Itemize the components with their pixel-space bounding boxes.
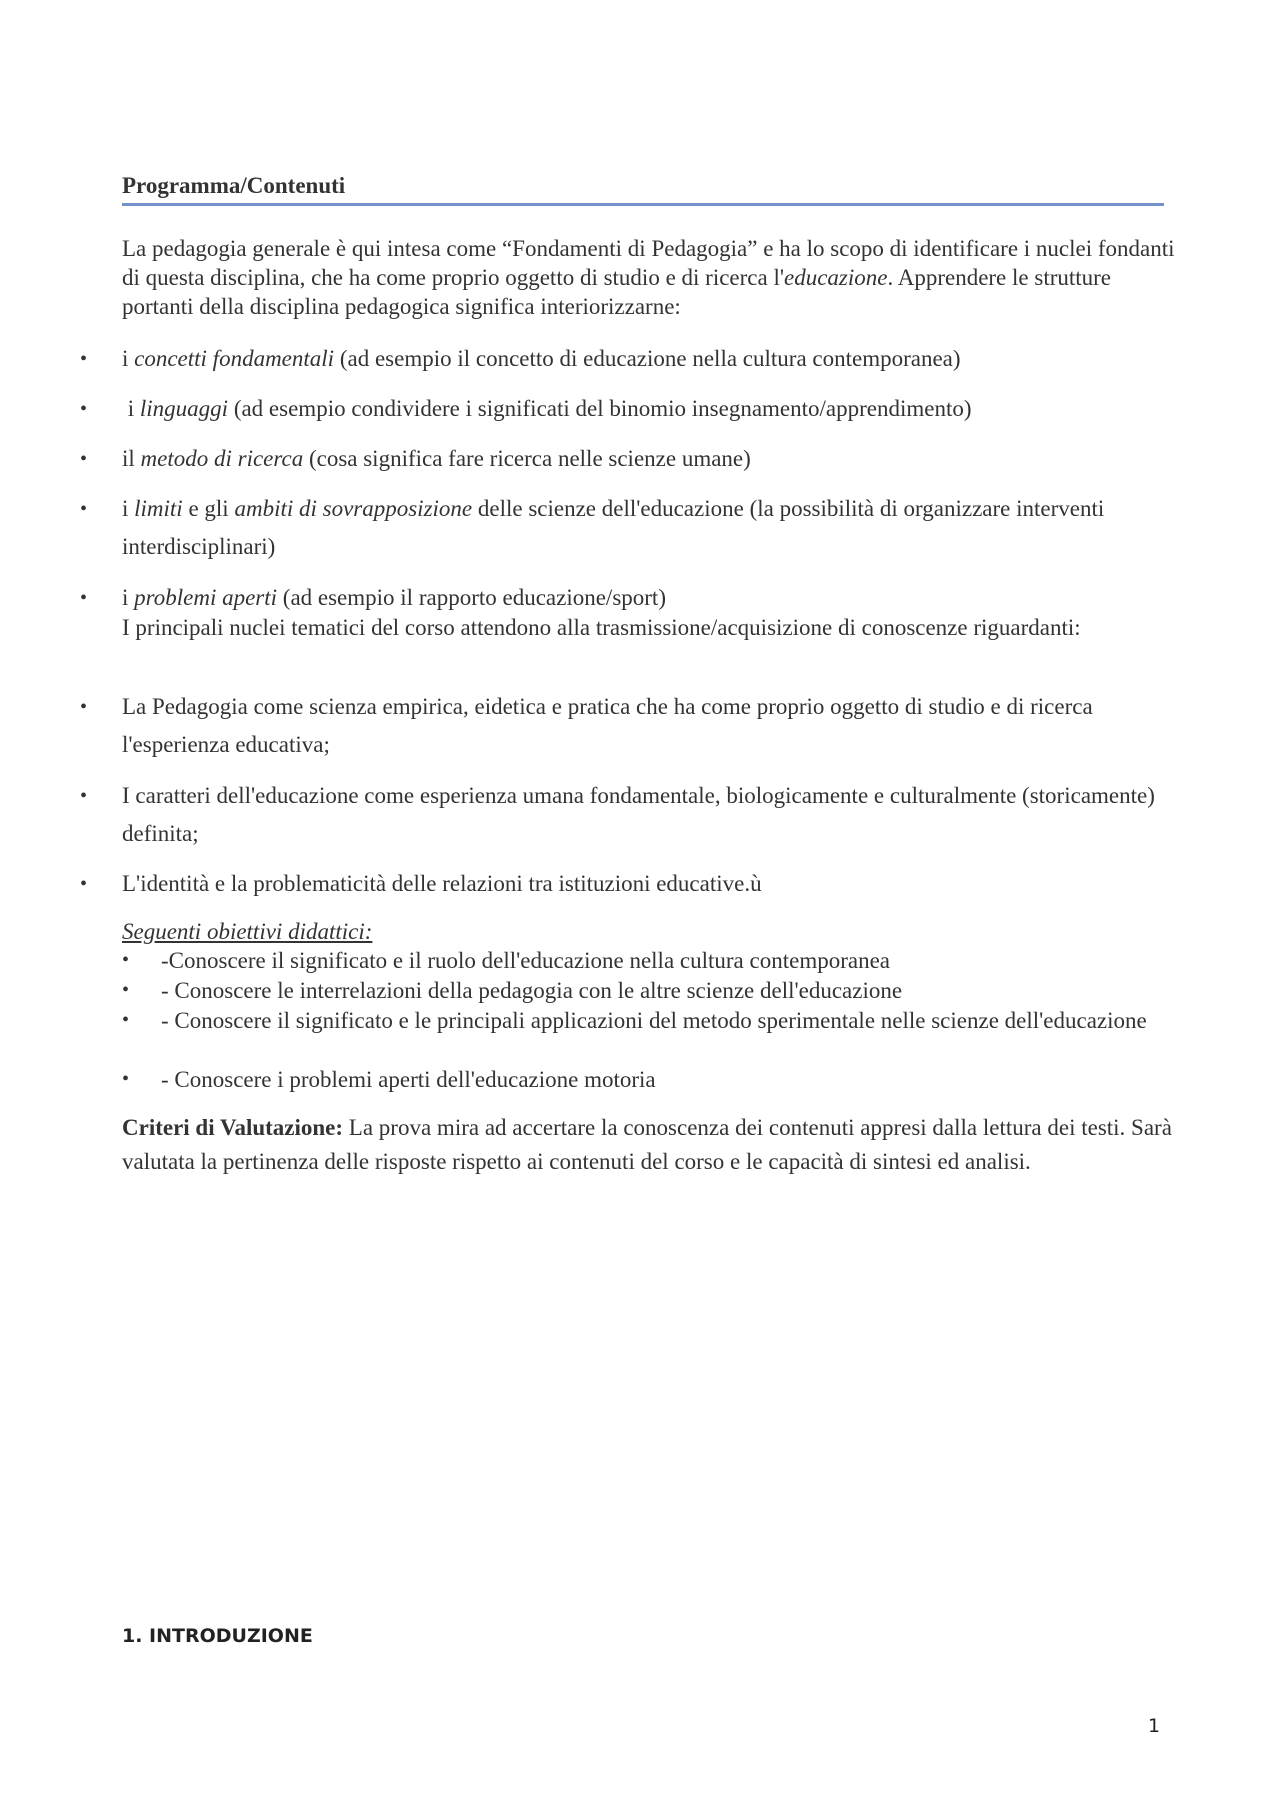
bullet-marker: • xyxy=(122,1009,130,1031)
list-item-text: - Conoscere il significato e le principali applicazioni del metodo sperimentale nelle scienze dell'educazione xyxy=(161,1008,1147,1033)
intro-text-2: . Apprendere le strutture portanti della disciplina pedagogica significa interiorizzarne: xyxy=(122,265,1112,319)
text-emphasis: problemi aperti xyxy=(134,585,278,610)
text-run: i xyxy=(122,585,135,610)
bullet-marker: • xyxy=(80,348,88,370)
bullet-marker: • xyxy=(80,498,88,520)
text-emphasis: metodo di ricerca xyxy=(140,446,304,471)
bullet-marker: • xyxy=(80,448,88,470)
text-emphasis: limiti xyxy=(134,496,183,521)
list-item-text: L'identità e la problematicità delle relazioni tra istituzioni educative.ù xyxy=(122,871,762,896)
bullet-marker: • xyxy=(80,696,88,718)
text-emphasis: concetti fondamentali xyxy=(134,346,335,371)
list-item-text xyxy=(122,440,1172,478)
criteria-label: Criteri di Valutazione: xyxy=(122,1115,344,1140)
list-item-text: La Pedagogia come scienza empirica, eidetica e pratica che ha come proprio oggetto di studio e di ricerca l'esperienza educativa; xyxy=(122,694,1093,757)
list-item-text: - Conoscere le interrelazioni della pedagogia con le altre scienze dell'educazione xyxy=(161,978,903,1003)
bullet-marker: • xyxy=(80,873,88,895)
bullet-marker: • xyxy=(122,1068,130,1090)
text-run: (ad esempio il rapporto educazione/sport) xyxy=(277,585,666,610)
list-item-text xyxy=(122,390,1172,428)
text-emphasis: linguaggi xyxy=(139,396,229,421)
bullet-marker: • xyxy=(80,398,88,420)
text-run: (ad esempio condividere i significati del binomio insegnamento/apprendimento) xyxy=(228,396,972,421)
bullet-marker: • xyxy=(122,949,130,971)
text-run: il xyxy=(122,446,141,471)
text-run: i xyxy=(122,396,140,421)
objectives-title: Seguenti obiettivi didattici: xyxy=(122,919,373,944)
chapter-heading: 1. INTRODUZIONE xyxy=(122,1625,313,1647)
bullet-marker: • xyxy=(80,785,88,807)
list-item-text: I caratteri dell'educazione come esperienza umana fondamentale, biologicamente e culturalmente (storicamente) definita; xyxy=(122,783,1155,846)
criteria-text: La prova mira ad accertare la conoscenza dei contenuti appresi dalla lettura dei testi. Sarà valutata la pertinenza delle risposte rispetto ai contenuti del corso e le capacità di sintesi ed analisi. xyxy=(122,1115,1172,1174)
text-emphasis: ambiti di sovrapposizione xyxy=(234,496,473,521)
evaluation-criteria xyxy=(122,1111,1182,1179)
intro-paragraph xyxy=(122,234,1182,321)
text-run: i xyxy=(122,346,135,371)
list-item-text xyxy=(122,490,1172,566)
intro-emphasis: educazione xyxy=(784,265,888,290)
bullet-marker: • xyxy=(122,979,130,1001)
list-item-text xyxy=(122,579,1172,642)
text-run: delle scienze dell'educazione (la possibilità di organizzare interventi interdisciplinari) xyxy=(122,496,1105,559)
continuation-paragraph: I principali nuclei tematici del corso attendono alla trasmissione/acquisizione di conoscenze riguardanti: xyxy=(122,615,1081,640)
section-title: Programma/Contenuti xyxy=(122,172,1164,206)
text-run: i xyxy=(122,496,135,521)
text-run: (ad esempio il concetto di educazione nella cultura contemporanea) xyxy=(334,346,961,371)
text-run: e gli xyxy=(182,496,235,521)
intro-text-1: La pedagogia generale è qui intesa come “Fondamenti di Pedagogia” e ha lo scopo di identificare i nuclei fondanti di questa disciplina, che ha come proprio oggetto di studio e di ricerca l' xyxy=(122,236,1175,290)
list-item-text xyxy=(122,340,1172,378)
list-item-text: -Conoscere il significato e il ruolo dell'educazione nella cultura contemporanea xyxy=(161,948,890,973)
page-number: 1 xyxy=(1148,1715,1161,1737)
bullet-marker: • xyxy=(80,587,88,609)
text-run: (cosa significa fare ricerca nelle scienze umane) xyxy=(303,446,751,471)
list-item-text: - Conoscere i problemi aperti dell'educazione motoria xyxy=(161,1067,656,1092)
